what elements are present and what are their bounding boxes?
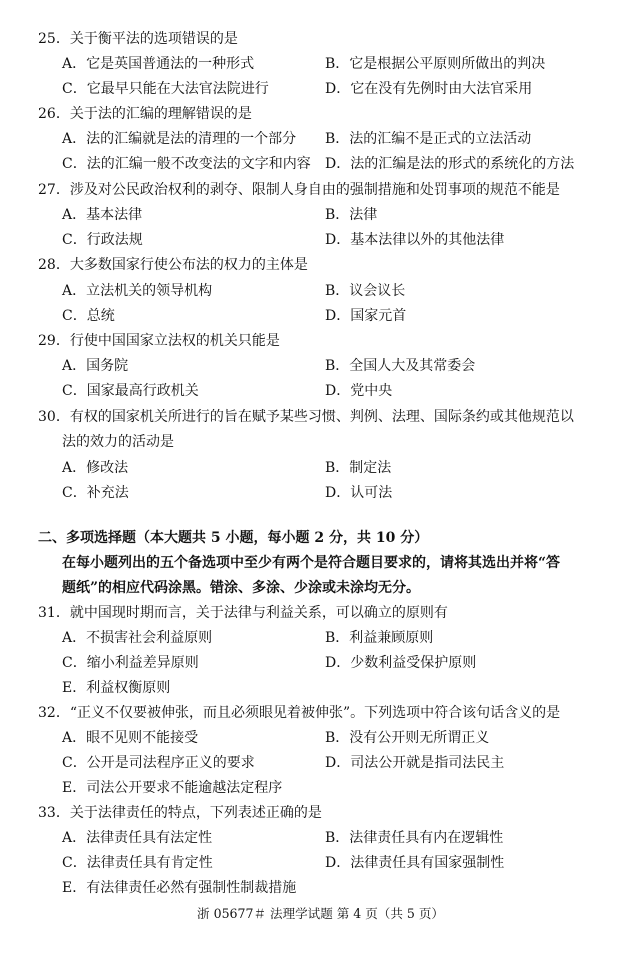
option-a: A．法的汇编就是法的清理的一个部分 xyxy=(62,131,297,147)
question-number: 27． xyxy=(38,182,70,198)
question-text: 就中国现时期而言，关于法律与利益关系，可以确立的原则有 xyxy=(69,605,448,621)
question-number: 31． xyxy=(38,605,70,621)
option-a: A．立法机关的领导机构 xyxy=(62,283,213,299)
option-d: D．法的汇编是法的形式的系统化的方法 xyxy=(325,156,575,172)
option-c: C．法的汇编一般不改变法的文字和内容 xyxy=(62,156,311,172)
option-a: A．不损害社会利益原则 xyxy=(62,630,213,646)
option-c: C．补充法 xyxy=(62,485,129,501)
option-b: B．制定法 xyxy=(325,460,392,476)
option-d: D．少数利益受保护原则 xyxy=(325,655,477,671)
option-b: B．没有公开则无所谓正义 xyxy=(325,730,490,746)
section-instructions-continued: 题纸”的相应代码涂黑。错涂、多涂、少涂或未涂均无分。 xyxy=(62,580,421,596)
option-a: A．它是英国普通法的一种形式 xyxy=(62,56,255,72)
option-b: B．它是根据公平原则所做出的判决 xyxy=(325,56,546,72)
option-c: C．总统 xyxy=(62,308,115,324)
question-text: 关于法的汇编的理解错误的是 xyxy=(69,106,252,122)
option-b: B．议会议长 xyxy=(325,283,406,299)
option-c: C．法律责任具有肯定性 xyxy=(62,855,213,871)
question-number: 28． xyxy=(38,257,70,273)
question-text: 大多数国家行使公布法的权力的主体是 xyxy=(69,257,308,273)
option-a: A．修改法 xyxy=(62,460,129,476)
question-text: 行使中国国家立法权的机关只能是 xyxy=(69,333,280,349)
option-a: A．眼不见则不能接受 xyxy=(62,730,199,746)
question-30-stem xyxy=(38,406,574,428)
option-c: C．它最早只能在大法官法院进行 xyxy=(62,81,269,97)
question-number: 26． xyxy=(38,106,70,122)
option-b: B．利益兼顾原则 xyxy=(325,630,434,646)
question-25-stem xyxy=(38,28,238,50)
question-29-stem xyxy=(38,330,280,352)
question-number: 32． xyxy=(38,705,70,721)
question-text: 关于衡平法的选项错误的是 xyxy=(69,31,238,47)
section-heading: 二、多项选择题（本大题共 5 小题，每小题 2 分，共 10 分） xyxy=(38,530,429,546)
option-d: D．它在没有先例时由大法官采用 xyxy=(325,81,533,97)
option-d: D．党中央 xyxy=(325,383,393,399)
question-number: 33． xyxy=(38,805,70,821)
question-number: 30． xyxy=(38,409,70,425)
question-text: “正义不仅要被伸张，而且必须眼见着被伸张”。下列选项中符合该句话含义的是 xyxy=(69,705,561,721)
question-31-stem xyxy=(38,602,448,624)
question-text: 有权的国家机关所进行的旨在赋予某些习惯、判例、法理、国际条约或其他规范以 xyxy=(69,409,574,425)
option-d: D．司法公开就是指司法民主 xyxy=(325,755,505,771)
option-a: A．基本法律 xyxy=(62,207,143,223)
option-b: B．法的汇编不是正式的立法活动 xyxy=(325,131,532,147)
question-26-stem xyxy=(38,103,252,125)
question-number: 25． xyxy=(38,31,70,47)
option-e: E．司法公开要求不能逾越法定程序 xyxy=(62,780,283,796)
option-d: D．国家元首 xyxy=(325,308,407,324)
page-footer: 浙 05677＃ 法理学试题 第 4 页（共 5 页） xyxy=(197,906,444,921)
option-d: D．法律责任具有国家强制性 xyxy=(325,855,505,871)
question-32-stem xyxy=(38,702,560,724)
section-instructions: 在每小题列出的五个备选项中至少有两个是符合题目要求的，请将其选出并将“答 xyxy=(62,555,561,571)
question-text: 关于法律责任的特点，下列表述正确的是 xyxy=(69,805,322,821)
option-b: B．法律责任具有内在逻辑性 xyxy=(325,830,504,846)
option-e: E．利益权衡原则 xyxy=(62,680,171,696)
question-number: 29． xyxy=(38,333,70,349)
option-b: B．法律 xyxy=(325,207,378,223)
question-28-stem xyxy=(38,254,308,276)
question-33-stem xyxy=(38,802,322,824)
question-text: 涉及对公民政治权利的剥夺、限制人身自由的强制措施和处罚事项的规范不能是 xyxy=(69,182,560,198)
option-d: D．认可法 xyxy=(325,485,393,501)
question-27-stem xyxy=(38,179,560,201)
option-d: D．基本法律以外的其他法律 xyxy=(325,232,505,248)
option-c: C．行政法规 xyxy=(62,232,143,248)
option-e: E．有法律责任必然有强制性制裁措施 xyxy=(62,880,297,896)
option-c: C．缩小利益差异原则 xyxy=(62,655,199,671)
option-a: A．法律责任具有法定性 xyxy=(62,830,213,846)
option-c: C．国家最高行政机关 xyxy=(62,383,199,399)
question-30-stem-continued: 法的效力的活动是 xyxy=(62,434,174,450)
option-c: C．公开是司法程序正义的要求 xyxy=(62,755,255,771)
option-a: A．国务院 xyxy=(62,358,129,374)
option-b: B．全国人大及其常委会 xyxy=(325,358,476,374)
